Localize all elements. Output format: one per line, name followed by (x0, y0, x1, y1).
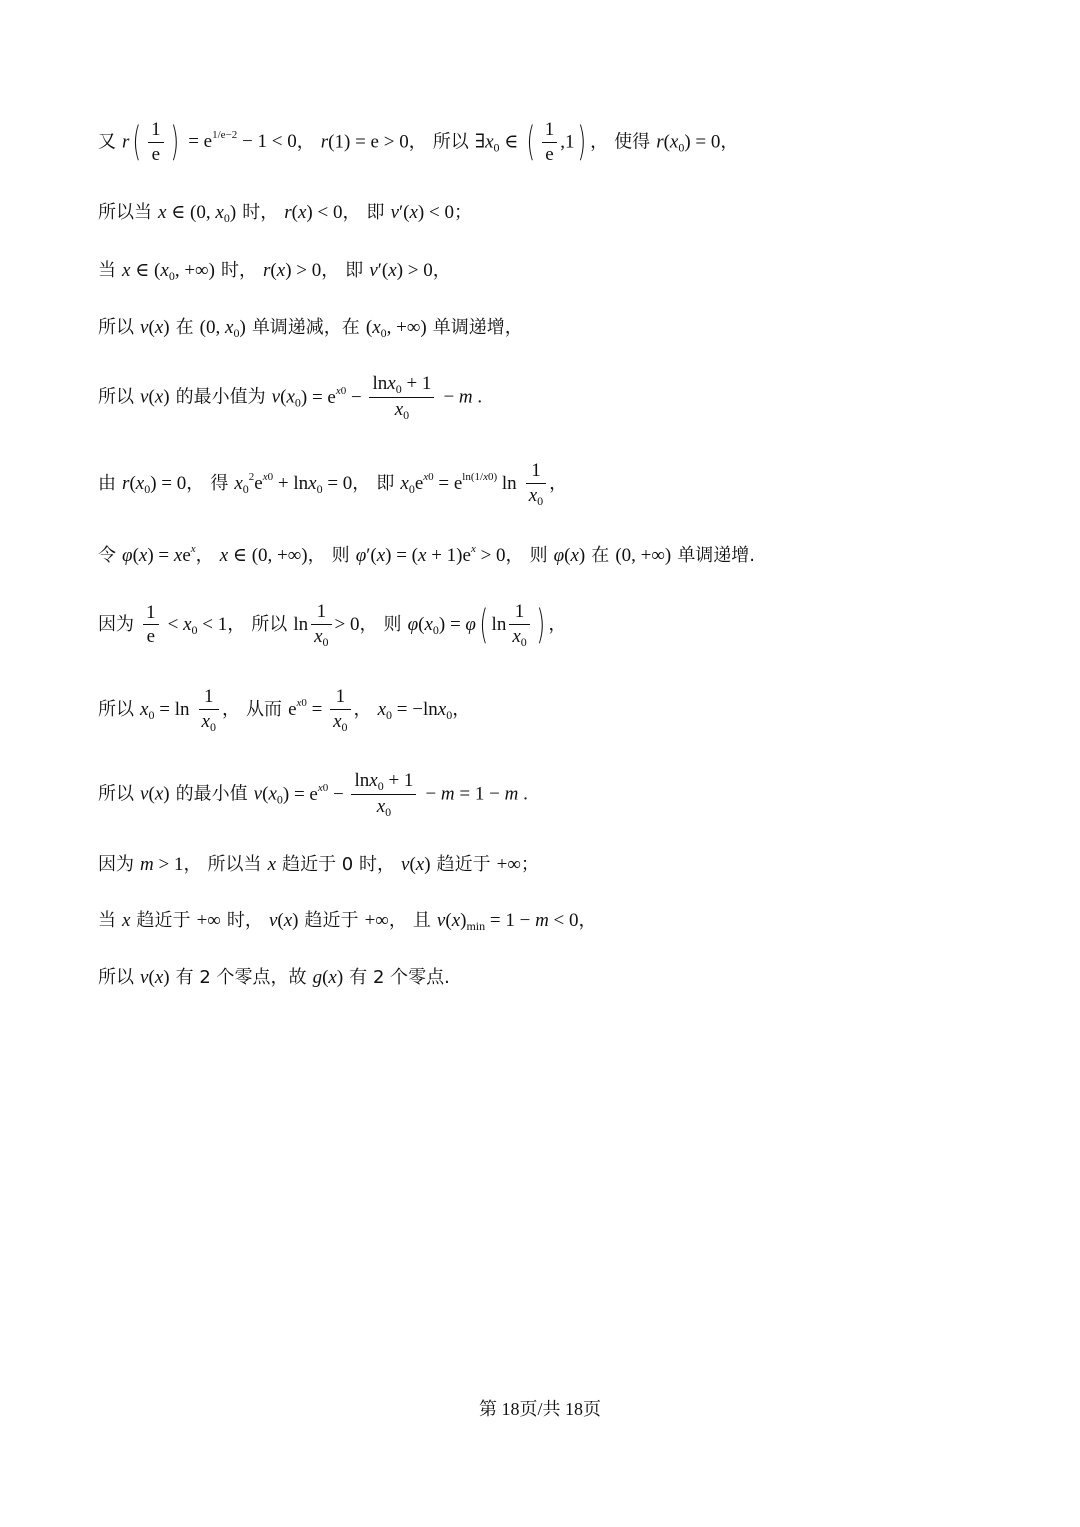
line-2: 所以当 x ∈ (0, $x_0$) 时， r(x) < 0， 即 v′(x) < 0； (98, 202, 472, 225)
line-5: 所以 v(x) 的最小值为 $v(x_0) = e^{x0}$ − $\frac{\ln x_0 + 1}{x_0}$ − m . (98, 373, 483, 422)
page-footer: 第 18页/共 18页 (478, 1399, 601, 1419)
line-12: 当 x 趋近于 +∞ 时， v(x) 趋近于 +∞， 且 $v(x)_{min} = 1 - m < 0$， (98, 910, 597, 933)
line-11: 因为 m > 1， 所以当 x 趋近于 0 时， v(x) 趋近于 +∞； (98, 854, 539, 875)
line-9: 所以 $x_0 = \ln$ $\frac{1}{x_0}$ ， 从而 $e^{x0}$ = $\frac{1}{x_0}$ ， $x_0 = -\ln x_0$， (98, 686, 471, 734)
line-1: 又 r( $\frac{1}{e}$ ) = $e^{1/e-2} - 1 < 0$， r(1) = e > 0， 所以 $\exists x_0$ ∈ ( $\frac{1}{e}$ ,1) ， 使得 $r(x_0) = 0$， (98, 119, 739, 166)
line-13: 所以 v(x) 有 2 个零点，故 g(x) 有 2 个零点. (98, 967, 450, 988)
line-4: 所以 v(x) 在 (0, $x_0$) 单调递减，在 ($x_0$, +∞) 单调递增， (98, 317, 523, 340)
line-3: 当 x ∈ ($x_0$, +∞) 时， r(x) > 0， 即 v′(x) > 0， (98, 260, 451, 283)
line-7: 令 $\varphi(x) = xe^x$， x ∈ (0, +∞)， 则 $\varphi'(x) = (x + 1)e^x > 0$， 则 φ(x) 在 (0, +∞) 单调递增. (98, 543, 756, 566)
line-10: 所以 v(x) 的最小值 $v(x_0) = e^{x0}$ − $\frac{\ln x_0 + 1}{x_0}$ − m = 1 − m . (98, 770, 528, 819)
line-6: 由 $r(x_0) = 0$， 得 $x_0^2e^{x0} + \ln x_0 = 0$， 即 $x_0e^{x0} = e^{ln(1/x0)}$ ln $\frac{1}{x_0}$ ， (98, 460, 568, 508)
line-8: 因为 $\frac{1}{e}$ < $x_0 < 1$， 所以 ln $\frac{1}{x_0}$ > 0， 则 $\varphi(x_0) = \varphi$( ln $\frac{1}{x_0}$ ) ， (98, 601, 567, 649)
